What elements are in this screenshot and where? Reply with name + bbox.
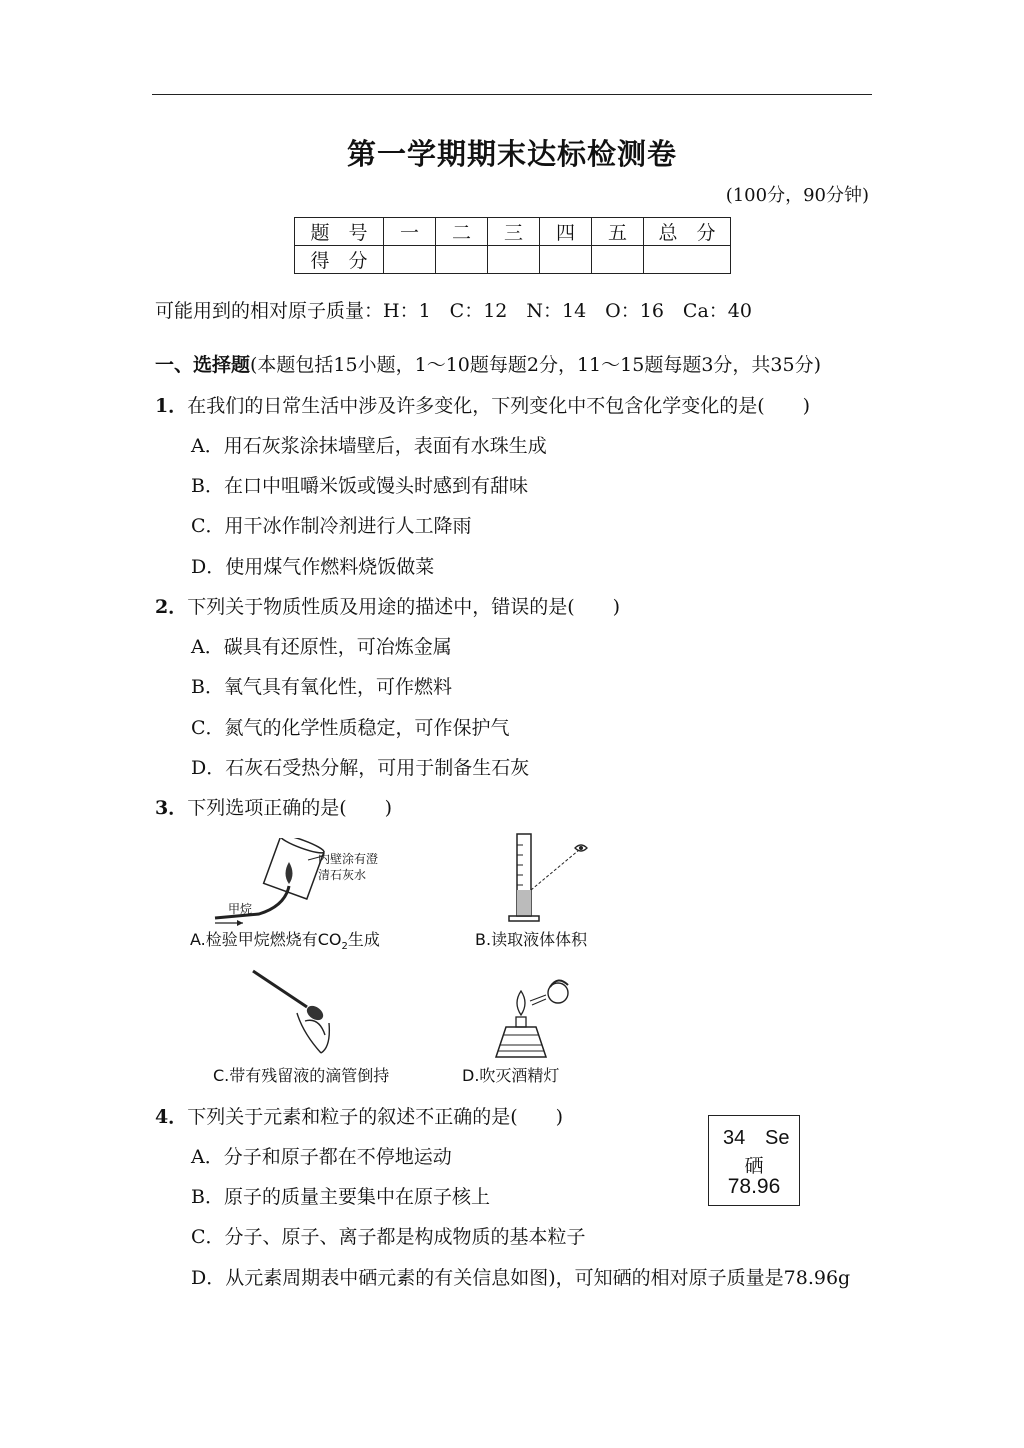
figure-a-gas-label: 甲烷 <box>228 902 253 916</box>
score-table-header-row <box>295 218 731 246</box>
score-cell: 五 <box>592 218 644 246</box>
score-cell-empty <box>488 246 540 274</box>
score-cell-empty <box>644 246 731 274</box>
question-2 <box>155 592 620 619</box>
section-heading <box>155 350 821 377</box>
question-number: 4． <box>155 1106 188 1128</box>
element-symbol: Se <box>765 1127 790 1149</box>
question-3 <box>155 793 392 820</box>
time-info: (100分，90分钟) <box>725 185 869 206</box>
section-desc: (本题包括15小题，1～10题每题2分，11～15题每题3分，共35分) <box>250 354 821 376</box>
hand-icon <box>297 1013 329 1053</box>
option-1d: D．使用煤气作燃料烧饭做菜 <box>191 556 435 578</box>
inverted-beaker-icon <box>264 838 326 899</box>
question-text: 下列选项正确的是( ) <box>187 797 393 819</box>
option-1c: C．用干冰作制冷剂进行人工降雨 <box>191 515 472 537</box>
breath-icon <box>530 995 546 1005</box>
question-text: 下列关于元素和粒子的叙述不正确的是( ) <box>187 1106 564 1128</box>
score-cell: 总 分 <box>644 218 731 246</box>
arrow-head-icon <box>237 920 243 926</box>
element-mass: 78.96 <box>727 1175 781 1198</box>
figure-a-caption <box>190 927 380 952</box>
element-number: 34 <box>723 1127 746 1149</box>
element-card-selenium <box>708 1115 800 1206</box>
cylinder-base-icon <box>509 916 539 921</box>
question-number: 3． <box>155 797 188 819</box>
option-2d: D．石灰石受热分解，可用于制备生石灰 <box>191 757 530 779</box>
caption-text: 生成 <box>347 930 380 949</box>
figure-d-caption: D.吹灭酒精灯 <box>462 1066 560 1085</box>
question-1 <box>155 391 810 418</box>
question-number: 2． <box>155 596 188 618</box>
figure-a-label-2: 清石灰水 <box>318 868 367 882</box>
option-4c: C．分子、原子、离子都是构成物质的基本粒子 <box>191 1226 586 1248</box>
option-2a: A．碳具有还原性，可冶炼金属 <box>191 636 452 658</box>
score-cell: 三 <box>488 218 540 246</box>
score-cell-empty <box>436 246 488 274</box>
liquid-fill-icon <box>517 890 531 916</box>
score-cell: 得 分 <box>295 246 384 274</box>
element-name: 硒 <box>744 1155 764 1177</box>
section-title: 一、选择题 <box>155 354 251 376</box>
score-table <box>294 217 731 274</box>
score-cell-empty <box>592 246 644 274</box>
page-title: 第一学期期末达标检测卷 <box>346 137 677 171</box>
figure-c-dropper <box>245 965 345 1065</box>
lamp-neck-icon <box>516 1017 526 1027</box>
option-4a: A．分子和原子都在不停地运动 <box>191 1146 452 1168</box>
figure-b-graduated-cylinder <box>505 830 605 925</box>
option-1a: A．用石灰浆涂抹墙壁后，表面有水珠生成 <box>191 435 547 457</box>
figure-d-alcohol-lamp <box>488 975 583 1065</box>
flame-icon <box>286 862 293 884</box>
caption-subscript: 2 <box>341 941 348 953</box>
lamp-body-icon <box>496 1027 546 1057</box>
atomic-masses: 可能用到的相对原子质量：H：1 C：12 N：14 O：16 Ca：40 <box>155 300 752 322</box>
header-rule <box>152 94 872 95</box>
score-cell-empty <box>540 246 592 274</box>
option-2c: C．氮气的化学性质稳定，可作保护气 <box>191 717 510 739</box>
figure-c-caption: C.带有残留液的滴管倒持 <box>213 1066 390 1085</box>
option-4d: D．从元素周期表中硒元素的有关信息如图)，可知硒的相对原子质量是78.96g <box>191 1267 851 1289</box>
flame-icon <box>517 991 525 1015</box>
dropper-tube-icon <box>253 971 307 1007</box>
question-number: 1． <box>155 395 188 417</box>
score-table-score-row <box>295 246 731 274</box>
sight-line-icon <box>531 850 579 890</box>
score-cell: 二 <box>436 218 488 246</box>
score-cell-empty <box>384 246 436 274</box>
option-2b: B．氧气具有氧化性，可作燃料 <box>191 676 452 698</box>
figure-a-label-1: 内壁涂有澄 <box>318 852 379 866</box>
score-cell: 题 号 <box>295 218 384 246</box>
caption-text: A.检验甲烷燃烧有CO <box>190 930 342 949</box>
figure-b-caption: B.读取液体体积 <box>475 930 588 949</box>
score-cell: 一 <box>384 218 436 246</box>
option-1b: B．在口中咀嚼米饭或馒头时感到有甜味 <box>191 475 528 497</box>
score-cell: 四 <box>540 218 592 246</box>
option-4b: B．原子的质量主要集中在原子核上 <box>191 1186 490 1208</box>
question-text: 下列关于物质性质及用途的描述中，错误的是( ) <box>187 596 621 618</box>
question-text: 在我们的日常生活中涉及许多变化，下列变化中不包含化学变化的是( ) <box>187 395 811 417</box>
question-4 <box>155 1102 563 1129</box>
